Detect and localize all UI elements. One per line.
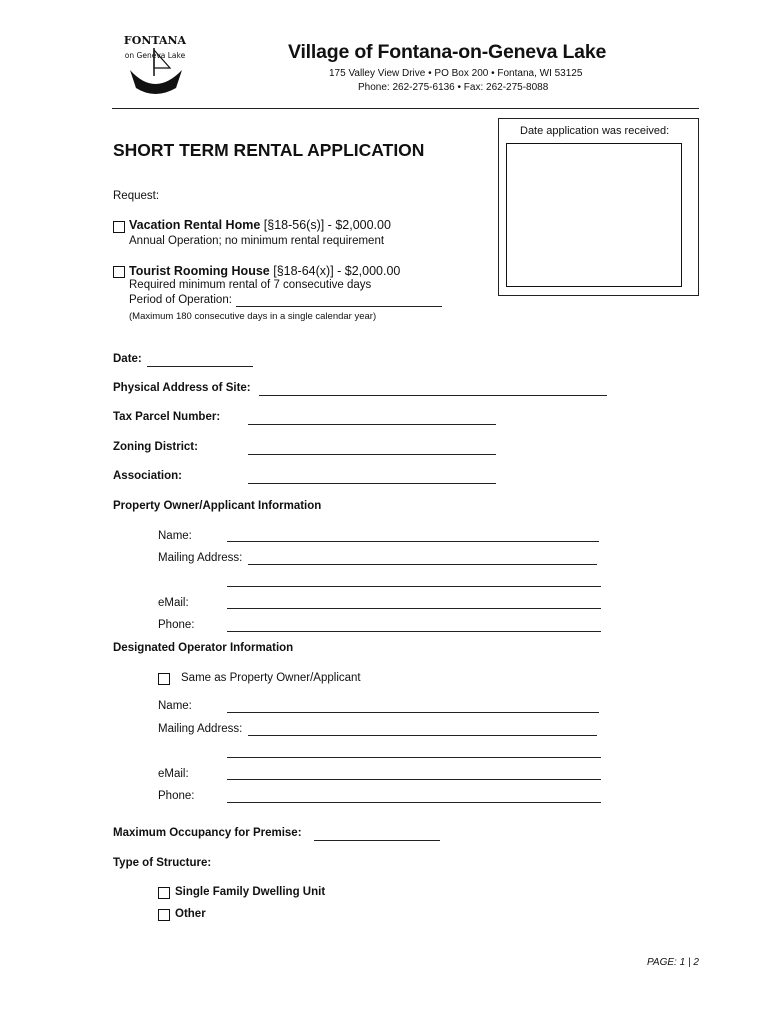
occupancy-line[interactable] xyxy=(314,840,440,841)
village-phone-fax: Phone: 262-275-6136 • Fax: 262-275-8088 xyxy=(358,82,549,93)
other-structure-checkbox[interactable] xyxy=(158,909,170,921)
tax-parcel-line[interactable] xyxy=(248,424,496,425)
form-title: SHORT TERM RENTAL APPLICATION xyxy=(113,140,425,160)
operator-mailing-line[interactable] xyxy=(248,735,597,736)
tourist-rooming-option xyxy=(129,264,400,278)
association-label: Association: xyxy=(113,470,183,482)
operator-email-label: eMail: xyxy=(158,768,189,780)
other-structure-label: Other xyxy=(175,908,206,920)
operator-phone-line[interactable] xyxy=(227,802,601,803)
logo-text-top: FONTANA xyxy=(123,34,187,47)
village-title: Village of Fontana-on-Geneva Lake xyxy=(288,41,607,63)
request-note: (Maximum 180 consecutive days in a single calendar year) xyxy=(129,311,377,322)
single-family-checkbox[interactable] xyxy=(158,887,170,899)
owner-name-line[interactable] xyxy=(227,541,599,542)
operator-name-line[interactable] xyxy=(227,712,599,713)
vacation-rental-option xyxy=(129,218,391,232)
zoning-line[interactable] xyxy=(248,454,496,455)
owner-phone-label: Phone: xyxy=(158,619,195,631)
date-line[interactable] xyxy=(147,366,253,367)
date-received-stamp-area xyxy=(506,143,682,287)
owner-phone-line[interactable] xyxy=(227,631,601,632)
page-number: PAGE: 1 | 2 xyxy=(647,957,699,968)
physical-address-label: Physical Address of Site: xyxy=(113,382,251,394)
association-line[interactable] xyxy=(248,483,496,484)
zoning-label: Zoning District: xyxy=(113,441,198,453)
period-of-operation-line[interactable] xyxy=(236,306,442,307)
operator-phone-label: Phone: xyxy=(158,790,195,802)
header-divider xyxy=(112,108,699,109)
single-family-label: Single Family Dwelling Unit xyxy=(175,886,326,898)
owner-mailing-line[interactable] xyxy=(248,564,597,565)
operator-mailing-label: Mailing Address: xyxy=(158,723,243,735)
tax-parcel-label: Tax Parcel Number: xyxy=(113,411,221,423)
vacation-rental-detail: [§18-56(s)] - $2,000.00 xyxy=(260,218,391,232)
occupancy-label: Maximum Occupancy for Premise: xyxy=(113,827,302,839)
logo-text-bottom: on Geneva Lake xyxy=(124,51,186,60)
operator-mailing-line-2[interactable] xyxy=(227,757,601,758)
owner-email-line[interactable] xyxy=(227,608,601,609)
vacation-rental-name: Vacation Rental Home xyxy=(129,218,261,232)
same-as-owner-label: Same as Property Owner/Applicant xyxy=(181,672,361,684)
date-label: Date: xyxy=(113,353,142,365)
operator-heading: Designated Operator Information xyxy=(113,642,294,654)
date-received-label: Date application was received: xyxy=(520,125,670,137)
tourist-rooming-name: Tourist Rooming House xyxy=(129,264,270,278)
owner-name-label: Name: xyxy=(158,530,192,542)
vacation-rental-line: Annual Operation; no minimum rental requirement xyxy=(129,235,385,247)
tourist-rooming-checkbox[interactable] xyxy=(113,266,125,278)
owner-heading: Property Owner/Applicant Information xyxy=(113,500,322,512)
period-of-operation-label: Period of Operation: xyxy=(129,294,232,306)
village-address: 175 Valley View Drive • PO Box 200 • Fontana, WI 53125 xyxy=(329,68,583,79)
operator-name-label: Name: xyxy=(158,700,192,712)
vacation-rental-checkbox[interactable] xyxy=(113,221,125,233)
structure-label: Type of Structure: xyxy=(113,857,212,869)
same-as-owner-checkbox[interactable] xyxy=(158,673,170,685)
operator-email-line[interactable] xyxy=(227,779,601,780)
tourist-rooming-detail: [§18-64(x)] - $2,000.00 xyxy=(269,264,401,278)
request-label: Request: xyxy=(113,190,160,202)
physical-address-line[interactable] xyxy=(259,395,607,396)
owner-mailing-label: Mailing Address: xyxy=(158,552,243,564)
village-logo xyxy=(120,28,190,98)
owner-mailing-line-2[interactable] xyxy=(227,586,601,587)
owner-email-label: eMail: xyxy=(158,597,189,609)
tourist-rooming-line: Required minimum rental of 7 consecutive days xyxy=(129,279,372,291)
